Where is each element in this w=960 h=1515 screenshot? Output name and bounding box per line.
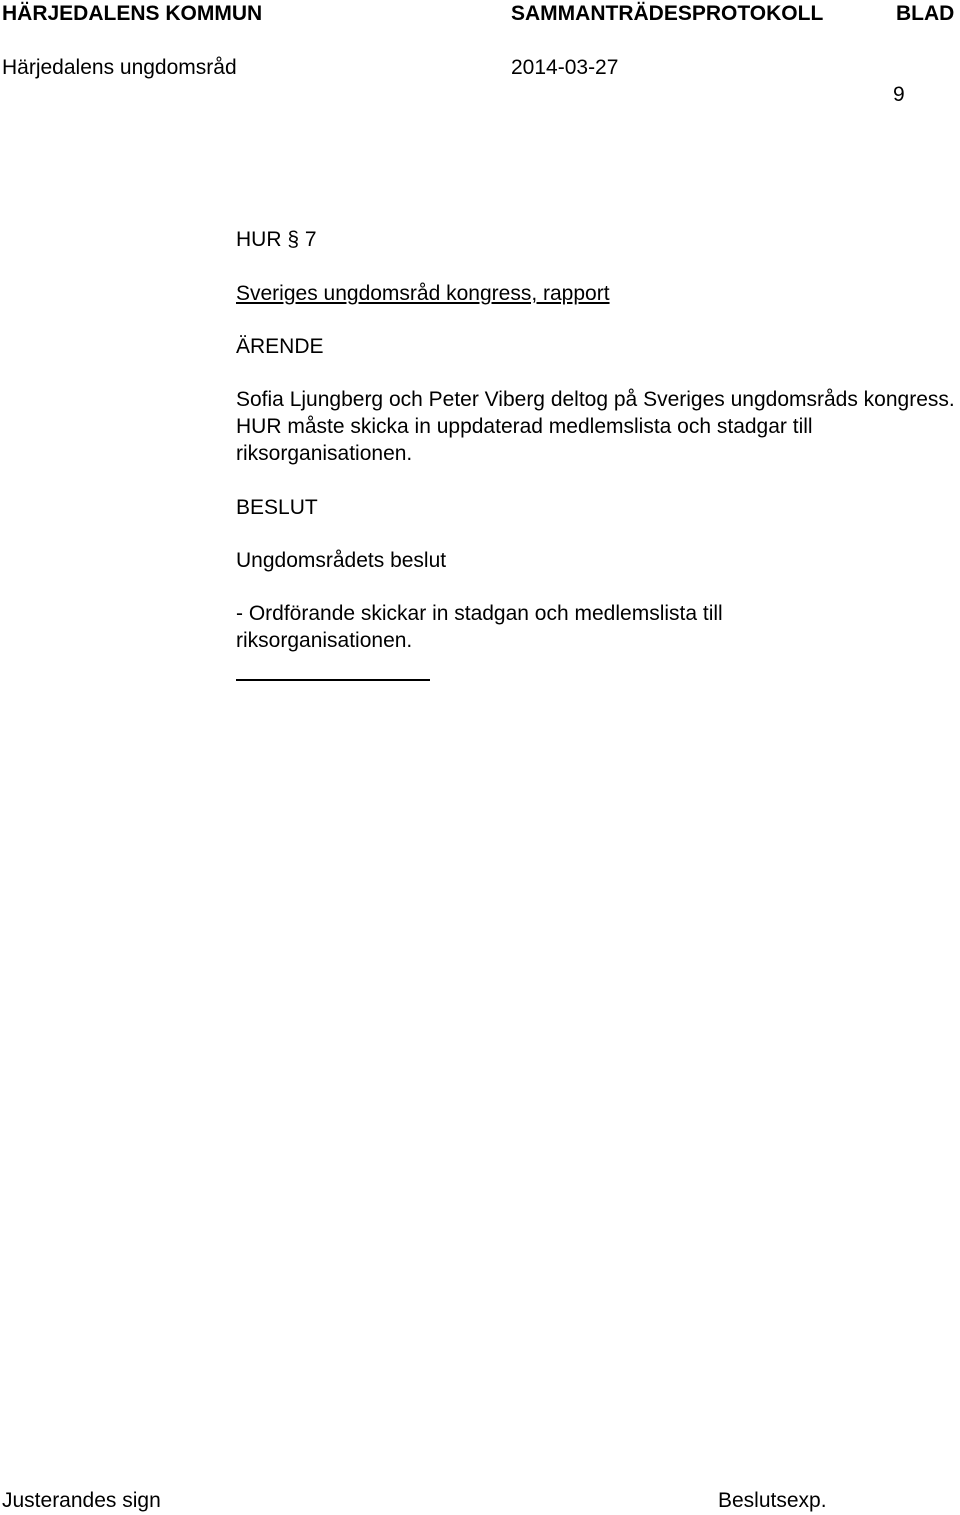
- beslut-heading: BESLUT: [236, 496, 318, 519]
- sheet-label: BLAD: [896, 2, 955, 25]
- decision-item: - Ordförande skickar in stadgan och medlemslista till riksorganisationen.: [236, 602, 723, 652]
- document-type: SAMMANTRÄDESPROTOKOLL: [511, 2, 824, 25]
- section-title: Sveriges ungdomsråd kongress, rapport: [236, 282, 610, 305]
- page-number: 9: [893, 83, 905, 106]
- arende-heading: ÄRENDE: [236, 335, 324, 358]
- decision-intro: Ungdomsrådets beslut: [236, 549, 447, 572]
- closing-divider: [236, 679, 430, 681]
- organization-name: HÄRJEDALENS KOMMUN: [2, 2, 263, 25]
- unit-name: Härjedalens ungdomsråd: [2, 56, 237, 79]
- section-number: HUR § 7: [236, 228, 317, 251]
- footer-excerpt-label: Beslutsexp.: [718, 1489, 827, 1512]
- meeting-date: 2014-03-27: [511, 56, 619, 79]
- footer-sign-label: Justerandes sign: [2, 1489, 161, 1512]
- arende-paragraph: Sofia Ljungberg och Peter Viberg deltog på Sveriges ungdomsråds kongress. HUR måste skicka in uppdaterad medlemslista och stadgar till riksorganisationen.: [236, 388, 955, 465]
